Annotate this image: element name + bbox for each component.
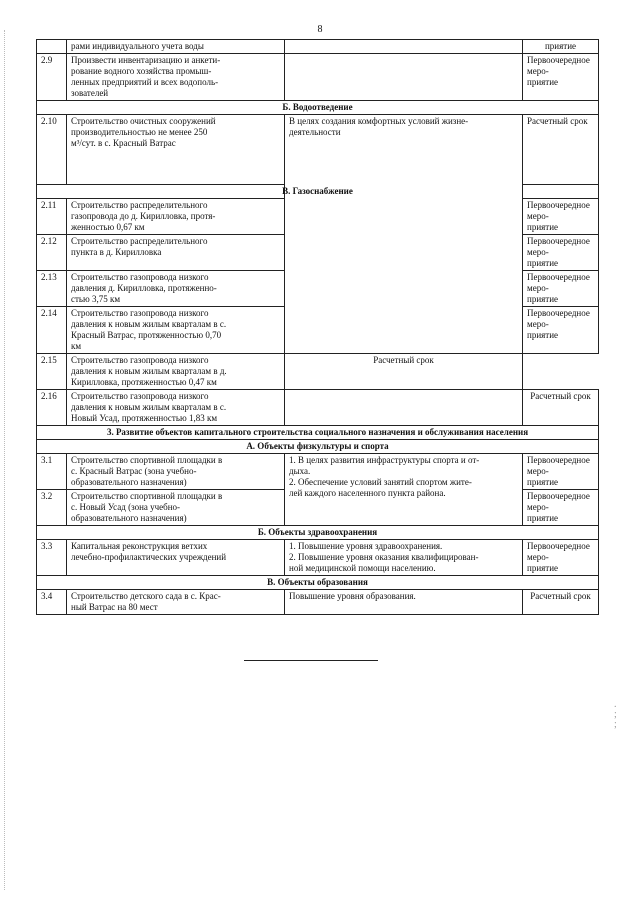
item-description — [67, 115, 285, 185]
table-row — [37, 354, 599, 390]
measures-table — [36, 39, 599, 615]
description-line: Строительство распределительного — [71, 236, 208, 246]
item-purpose — [285, 454, 523, 526]
period-line: приятие — [527, 294, 559, 304]
item-period — [523, 54, 599, 101]
table-row — [37, 590, 599, 615]
period-line: Первоочередное меро- — [527, 455, 590, 476]
description-line: лечебно-профилактических учреждений — [71, 552, 227, 562]
section-row — [37, 576, 599, 590]
purpose-line: 2. Обеспечение условий занятий спортом жите- — [289, 477, 472, 487]
description-line: рование водного хозяйства промыш- — [71, 66, 212, 76]
period-line: приятие — [527, 258, 559, 268]
period-line: приятие — [527, 477, 559, 487]
section-row — [37, 101, 599, 115]
item-purpose — [285, 115, 523, 354]
page-number: 8 — [317, 24, 323, 35]
item-purpose — [285, 540, 523, 576]
description-line: пункта в д. Кирилловка — [71, 247, 162, 257]
item-period — [523, 271, 599, 307]
item-number: 2.15 — [37, 354, 67, 390]
description-line: Строительство детского сада в с. Крас- — [71, 591, 221, 601]
item-period — [523, 40, 599, 54]
table-row — [37, 40, 599, 54]
end-of-document-line — [244, 660, 378, 661]
description-line: давления к новым жилым кварталам в д. — [71, 366, 227, 376]
purpose-line: лей каждого населенного пункта района. — [289, 488, 446, 498]
description-line: ный Ватрас на 80 мест — [71, 602, 158, 612]
description-line: с. Красный Ватрас (зона учебно- — [71, 466, 197, 476]
period-line: приятие — [527, 513, 559, 523]
description-line: Произвести инвентаризацию и анкети- — [71, 55, 221, 65]
description-line: с. Новый Усад (зона учебно- — [71, 502, 181, 512]
description-line: давления д. Кирилловка, протяженно- — [71, 283, 217, 293]
item-number: 2.13 — [37, 271, 67, 307]
period-line: приятие — [544, 41, 577, 51]
item-number — [37, 40, 67, 54]
section-title: 3. Развитие объектов капитального строительства социального назначения и обслуживания населения — [37, 426, 599, 440]
item-description — [67, 454, 285, 490]
description-line: Строительство газопровода низкого — [71, 355, 209, 365]
item-description — [67, 490, 285, 526]
item-period — [285, 354, 523, 390]
description-line: давления к новым жилым кварталам в с. — [71, 402, 227, 412]
period-line: Расчетный срок — [527, 116, 588, 126]
description-line: Строительство очистных сооружений — [71, 116, 216, 126]
period-line: Первоочередное меро- — [527, 200, 590, 221]
description-line: Кирилловка, протяженностью 0,47 км — [71, 377, 217, 387]
section-row — [37, 526, 599, 540]
section-title: В. Газоснабжение — [37, 185, 599, 199]
description-line: образовательного назначения) — [71, 477, 187, 487]
purpose-line: 1. В целях развития инфраструктуры спорта и от- — [289, 455, 480, 465]
purpose-line: 2. Повышение уровня оказания квалифицирован- — [289, 552, 479, 562]
purpose-line: В целях создания комфортных условий жизне- — [289, 116, 469, 126]
period-line: Первоочередное меро- — [527, 272, 590, 293]
item-period — [523, 235, 599, 271]
item-number: 3.2 — [37, 490, 67, 526]
item-period — [523, 115, 599, 185]
item-number: 2.14 — [37, 307, 67, 354]
scan-mark: . ; ; — [614, 699, 617, 730]
item-period — [523, 540, 599, 576]
description-line: зователей — [71, 88, 109, 98]
item-period — [523, 390, 599, 426]
section-title: Б. Объекты здравоохранения — [37, 526, 599, 540]
item-number: 2.16 — [37, 390, 67, 426]
period-line: Первоочередное меро- — [527, 308, 590, 329]
item-description — [67, 307, 285, 354]
item-period — [523, 490, 599, 526]
description-line: Строительство газопровода низкого — [71, 308, 209, 318]
description-line: Строительство спортивной площадки в — [71, 455, 223, 465]
item-description — [67, 590, 285, 615]
description-line: женностью 0,67 км — [71, 222, 145, 232]
period-line: Первоочередное меро- — [527, 541, 590, 562]
section-row — [37, 426, 599, 440]
section-title: А. Объекты физкультуры и спорта — [37, 440, 599, 454]
description-line: Строительство газопровода низкого — [71, 272, 209, 282]
purpose-line: 1. Повышение уровня здравоохранения. — [289, 541, 443, 551]
item-period — [523, 199, 599, 235]
item-number: 2.11 — [37, 199, 67, 235]
item-description — [67, 354, 285, 390]
item-number: 2.10 — [37, 115, 67, 185]
scan-margin-marks — [4, 30, 6, 890]
table-row — [37, 54, 599, 101]
item-period — [523, 590, 599, 615]
item-description — [67, 390, 285, 426]
item-description — [67, 271, 285, 307]
item-purpose — [285, 390, 523, 426]
item-number: 3.3 — [37, 540, 67, 576]
item-number: 2.12 — [37, 235, 67, 271]
section-row — [37, 440, 599, 454]
purpose-line: дыха. — [289, 466, 311, 476]
item-description — [67, 540, 285, 576]
description-line: Красный Ватрас, протяженностью 0,70 — [71, 330, 222, 340]
description-line: м³/сут. в с. Красный Ватрас — [71, 138, 176, 148]
period-line: приятие — [527, 330, 559, 340]
table-row — [37, 115, 599, 185]
period-line: Расчетный срок — [373, 355, 434, 365]
table-row — [37, 454, 599, 490]
description-line: рами индивидуального учета воды — [71, 41, 204, 51]
item-number: 3.4 — [37, 590, 67, 615]
item-description — [67, 54, 285, 101]
description-line: Строительство распределительного — [71, 200, 208, 210]
description-line: производительностью не менее 250 — [71, 127, 208, 137]
item-description — [67, 199, 285, 235]
table-row — [37, 540, 599, 576]
item-description — [67, 40, 285, 54]
period-line: Первоочередное меро- — [527, 236, 590, 257]
section-title: Б. Водоотведение — [37, 101, 599, 115]
period-line: Расчетный срок — [530, 391, 591, 401]
purpose-line: ной медицинской помощи населению. — [289, 563, 436, 573]
purpose-line: Повышение уровня образования. — [289, 591, 416, 601]
description-line: газопровода до д. Кирилловка, протя- — [71, 211, 216, 221]
item-period — [523, 454, 599, 490]
description-line: Капитальная реконструкция ветхих — [71, 541, 208, 551]
description-line: образовательного назначения) — [71, 513, 187, 523]
period-line: Расчетный срок — [530, 591, 591, 601]
description-line: ленных предприятий и всех водополь- — [71, 77, 219, 87]
item-number: 2.9 — [37, 54, 67, 101]
description-line: стью 3,75 км — [71, 294, 121, 304]
period-line: Первоочередное меро- — [527, 491, 590, 512]
item-purpose — [285, 40, 523, 54]
item-purpose — [285, 54, 523, 101]
period-line: приятие — [527, 222, 559, 232]
purpose-line: деятельности — [289, 127, 341, 137]
description-line: км — [71, 341, 82, 351]
section-title: В. Объекты образования — [37, 576, 599, 590]
description-line: давления к новым жилым кварталам в с. — [71, 319, 227, 329]
item-purpose — [285, 590, 523, 615]
table-row — [37, 390, 599, 426]
period-line: Первоочередное меро- — [527, 55, 590, 76]
item-description — [67, 235, 285, 271]
description-line: Новый Усад, протяженностью 1,83 км — [71, 413, 218, 423]
section-row — [37, 185, 599, 199]
period-line: приятие — [527, 563, 559, 573]
description-line: Строительство спортивной площадки в — [71, 491, 223, 501]
item-period — [523, 307, 599, 354]
period-line: приятие — [527, 77, 559, 87]
description-line: Строительство газопровода низкого — [71, 391, 209, 401]
item-number: 3.1 — [37, 454, 67, 490]
